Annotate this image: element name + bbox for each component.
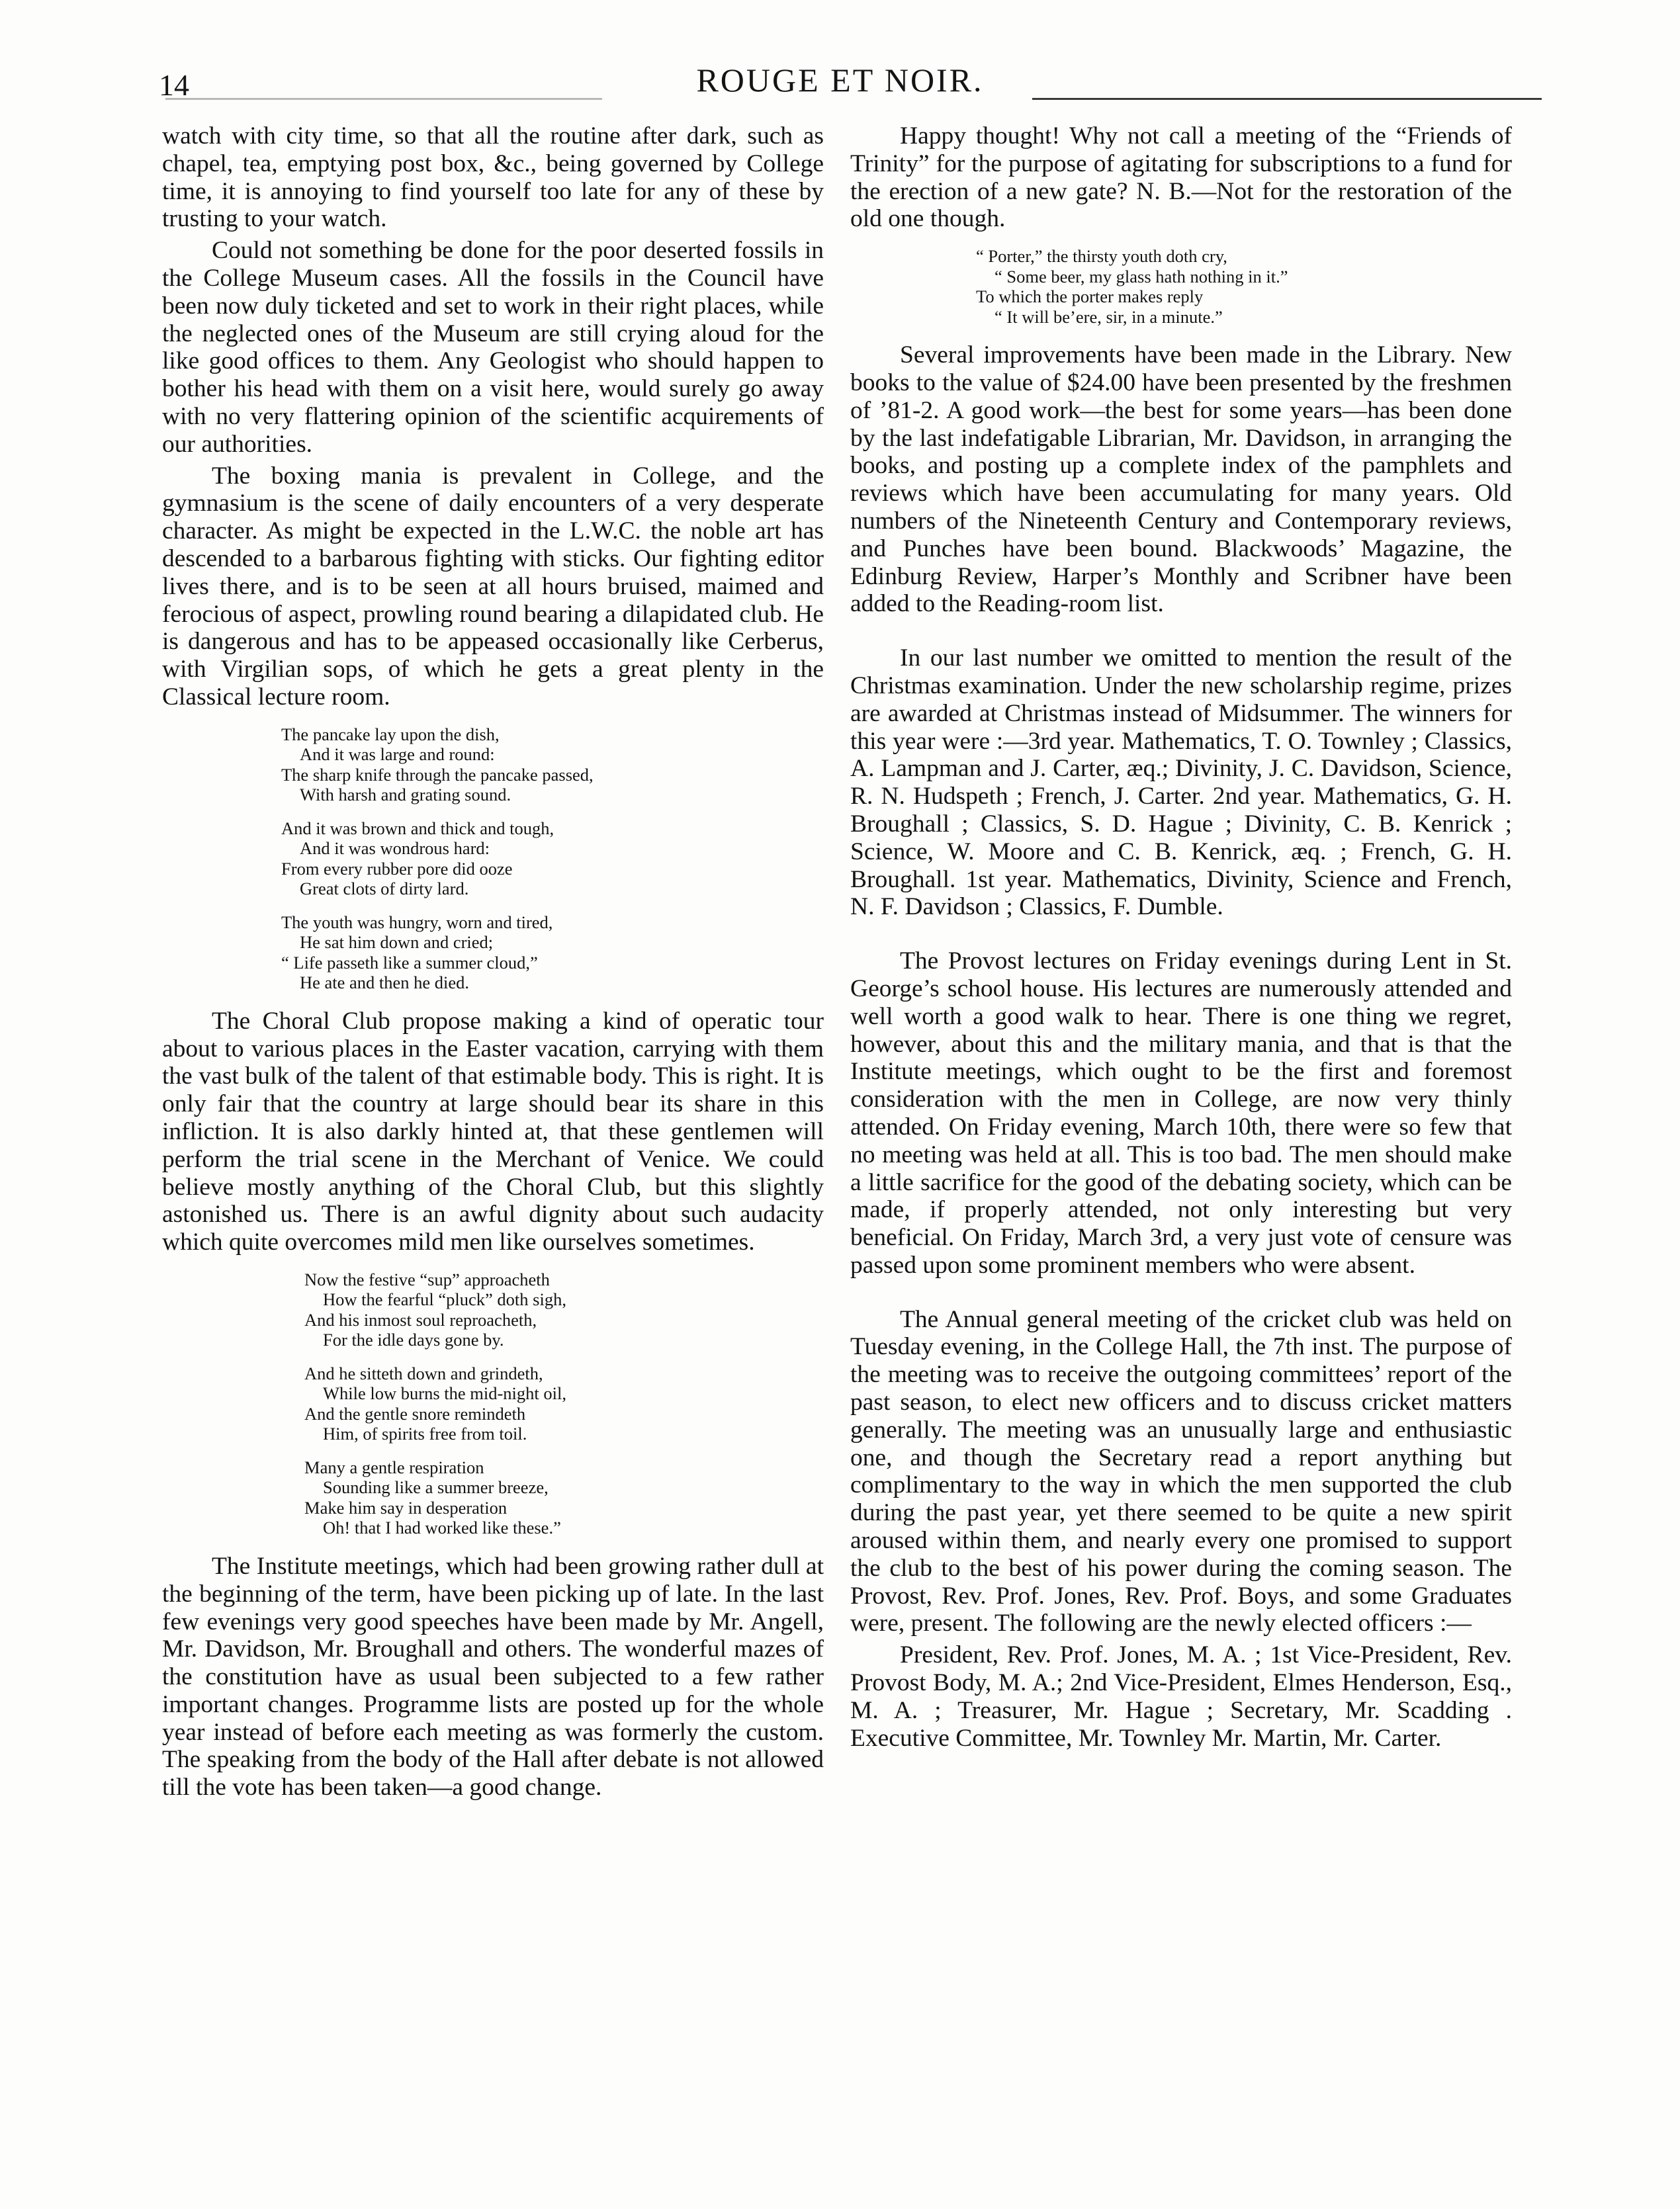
poem-line: With harsh and grating sound. — [300, 785, 511, 805]
poem-line: “ Life passeth like a summer cloud,” — [281, 952, 538, 973]
poem-line: While low burns the mid-night oil, — [323, 1383, 567, 1404]
paragraph-provost-lectures: The Provost lectures on Friday evenings during Lent in St. George’s school house. His lectures are numerously attended and well worth a good walk to hear. There is one thing we regret, however, about this and the military mania, and that is that the Institute meetings, which ought to be the first and foremost consideration with the men in College, are now very thinly attended. On Friday evening, March 10th, there were so few that no meeting was held at all. This is too bad. The men should make a little sacrifice for the good of the debating society, which can be made, if properly attended, not only interesting but very beneficial. On Friday, March 3rd, a very just vote of censure was passed upon some prominent members who were absent. — [850, 947, 1512, 1279]
poem-line: To which the porter makes reply — [976, 286, 1204, 307]
poem-line: And it was large and round: — [300, 744, 495, 765]
poem-line: From every rubber pore did ooze — [281, 858, 513, 879]
poem-line: Make him say in desperation — [304, 1497, 508, 1518]
poem-porter — [850, 246, 1512, 327]
poem-line: He sat him down and cried; — [300, 932, 494, 953]
poem-line: The pancake lay upon the dish, — [281, 724, 500, 744]
section-gap — [850, 921, 1512, 947]
header-rule-right — [1032, 98, 1542, 100]
poem-line: Many a gentle respiration — [304, 1457, 484, 1477]
poem-line: Sounding like a summer breeze, — [323, 1477, 549, 1498]
poem-stanza — [976, 246, 1512, 327]
poem-line: The youth was hungry, worn and tired, — [281, 912, 553, 932]
poem-festive-sup — [162, 1270, 824, 1538]
paragraph-choral-club: The Choral Club propose making a kind of operatic tour about to various places in the Easter vacation, carrying with them the vast bulk of the talent of that estimable body. This is right. It is only fair that the country at large should bear its share in this infliction. It is also darkly hinted at, that these gentlemen will perform the trial scene in the Merchant of Venice. We could believe mostly anything of the Choral Club, but this slightly astonished us. There is an awful dignity about such audacity which quite overcomes mild men like ourselves sometimes. — [162, 1007, 824, 1256]
poem-line: Now the festive “sup” approacheth — [304, 1269, 550, 1289]
poem-line: He ate and then he died. — [300, 973, 470, 993]
paragraph-watch-time: watch with city time, so that all the routine after dark, such as chapel, tea, emptying post box, &c., being governed by College time, it is annoying to find yourself too late for any of these by trusting to your watch. — [162, 122, 824, 233]
poem-line: And it was wondrous hard: — [300, 838, 490, 859]
left-column — [162, 122, 824, 1801]
poem-line: And the gentle snore remindeth — [304, 1403, 526, 1424]
poem-line: For the idle days gone by. — [323, 1330, 504, 1350]
poem-line: And he sitteth down and grindeth, — [304, 1363, 543, 1383]
poem-stanza — [281, 818, 824, 899]
paragraph-library: Several improvements have been made in the Library. New books to the value of $24.00 have been presented by the freshmen of ’81-2. A good work—the best for some years—has been done by the last indefatigable Librarian, Mr. Davidson, in arranging the books, and posting up a complete index of the pamphlets and reviews which have been accumulating for many years. Old numbers of the Nineteenth Century and Contemporary reviews, and Punches have been bound. Blackwoods’ Magazine, the Edinburg Review, Harper’s Monthly and Scribner have been added to the Reading-room list. — [850, 341, 1512, 618]
poem-line: And his inmost soul reproacheth, — [304, 1309, 537, 1330]
poem-line: Oh! that I had worked like these.” — [323, 1518, 561, 1538]
poem-line: “ Some beer, my glass hath nothing in it.” — [995, 266, 1288, 286]
paragraph-cricket-officers: President, Rev. Prof. Jones, M. A. ; 1st Vice-President, Rev. Provost Body, M. A.; 2nd Vice-President, Elmes Henderson, Esq., M. A. ; Treasurer, Mr. Hague ; Secretary, Mr. Scadding . Executive Committee, Mr. Townley Mr. Martin, Mr. Carter. — [850, 1641, 1512, 1752]
poem-stanza — [304, 1457, 824, 1538]
poem-stanza — [304, 1364, 824, 1444]
section-gap — [850, 618, 1512, 644]
poem-stanza — [304, 1270, 824, 1350]
right-column — [850, 122, 1512, 1752]
paragraph-boxing: The boxing mania is prevalent in College, and the gymnasium is the scene of daily encounters of a very desperate character. As might be expected in the L.W.C. the noble art has descended to a barbarous fighting with sticks. Our fighting editor lives there, and is to be seen at all hours bruised, maimed and ferocious of aspect, prowling round bearing a dilapidated club. He is dangerous and has to be appeased occasionally like Cerberus, with Virgilian sops, of which he gets a great plenty in the Classical lecture room. — [162, 462, 824, 711]
paragraph-christmas-exam: In our last number we omitted to mention the result of the Christmas examination. Under the new scholarship regime, prizes are awarded at Christmas instead of Midsummer. The winners for this year were :—3rd year. Mathematics, T. O. Townley ; Classics, A. Lampman and J. Carter, æq.; Divinity, J. C. Davidson, Science, R. N. Hudspeth ; French, J. Carter. 2nd year. Mathematics, G. H. Broughall ; Classics, S. D. Hague ; Divinity, C. B. Kenrick ; Science, W. Moore and C. B. Kenrick, æq. ; French, G. H. Broughall. 1st year. Mathematics, Divinity, Science and French, N. F. Davidson ; Classics, F. Dumble. — [850, 644, 1512, 921]
header-rule-left — [165, 98, 602, 100]
paragraph-happy-thought: Happy thought! Why not call a meeting of the “Friends of Trinity” for the purpose of agitating for subscriptions to a fund for the erection of a new gate? N. B.—Not for the restoration of the old one though. — [850, 122, 1512, 233]
poem-line: Him, of spirits free from toil. — [323, 1424, 527, 1444]
paragraph-fossils: Could not something be done for the poor deserted fossils in the College Museum cases. All the fossils in the Council have been now duly ticketed and set to work in their right places, while the neglected ones of the Museum are still crying aloud for the like good offices to them. Any Geologist who should happen to bother his head with them on a visit here, would surely go away with no very flattering opinion of the scientific acquirements of our authorities. — [162, 237, 824, 458]
poem-line: And it was brown and thick and tough, — [281, 818, 554, 838]
poem-stanza — [281, 912, 824, 993]
poem-line: “ It will be’ere, sir, in a minute.” — [995, 306, 1223, 327]
page-number: 14 — [159, 68, 189, 102]
running-title: ROUGE ET NOIR. — [696, 62, 984, 99]
section-gap — [850, 1279, 1512, 1306]
paragraph-institute: The Institute meetings, which had been growing rather dull at the beginning of the term, have been picking up of late. In the last few evenings very good speeches have been made by Mr. Angell, Mr. Davidson, Mr. Broughall and others. The wonderful mazes of the constitution have as usual been subjected to a few rather important changes. Programme lists are posted up for the whole year instead of before each meeting as was formerly the custom. The speaking from the body of the Hall after debate is not allowed till the vote has been taken—a good change. — [162, 1552, 824, 1801]
poem-stanza — [281, 724, 824, 805]
paragraph-cricket-meeting: The Annual general meeting of the cricket club was held on Tuesday evening, in the College Hall, the 7th inst. The purpose of the meeting was to receive the outgoing committees’ report of the past season, to elect new officers and to discuss cricket matters generally. The meeting was an unusually large and enthusiastic one, and though the Secretary read a report anything but complimentary to the way in which the men supported the club during the past year, yet there seemed to be quite a new spirit aroused within them, and nearly every one promised to support the club to the best of his power during the coming season. The Provost, Rev. Prof. Jones, Rev. Prof. Boys, and some Graduates were, present. The following are the newly elected officers :— — [850, 1305, 1512, 1637]
poem-line: How the fearful “pluck” doth sigh, — [323, 1289, 566, 1310]
poem-line: “ Porter,” the thirsty youth doth cry, — [976, 246, 1227, 267]
poem-pancake — [162, 724, 824, 993]
poem-line: Great clots of dirty lard. — [300, 879, 469, 899]
poem-line: The sharp knife through the pancake passed, — [281, 764, 594, 785]
page-header — [0, 61, 1680, 107]
